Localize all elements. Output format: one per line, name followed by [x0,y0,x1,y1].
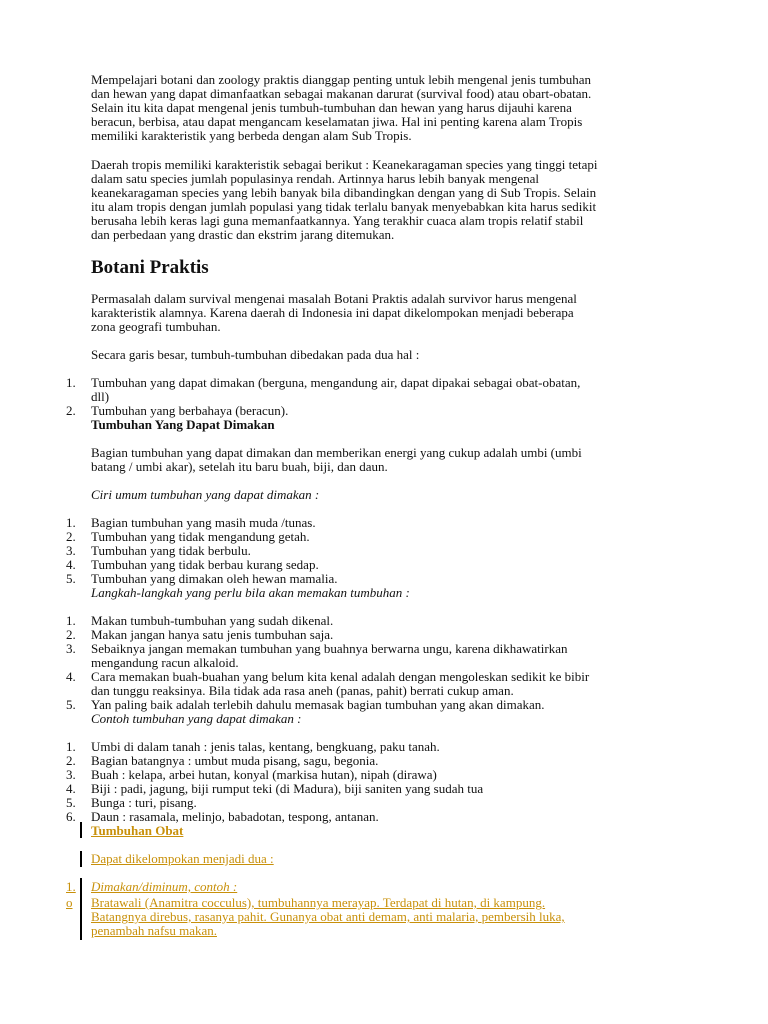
text-line: itu alam tropis dengan jumlah populasi yang tidak terlalu banyak menyebabkan kita harus sedikit [91,199,597,214]
text-line: dan perbedaan yang drastic dan ekstrim jarang ditemukan. [91,227,395,242]
list-number: 4. [66,557,76,572]
revision-bar [80,822,82,838]
list-number: 1. [66,879,76,894]
list-text: Biji : padi, jagung, biji rumput teki (di Madura), biji saniten yang sudah tua [91,781,484,796]
text-line: batang / umbi akar), setelah itu baru buah, biji, dan daun. [91,459,388,474]
text-line: Bagian tumbuhan yang dapat dimakan dan memberikan energi yang cukup adalah umbi (umbi [91,445,582,460]
list-number: 1. [66,739,76,754]
text-line: keanekaragaman species yang lebih banyak bila dibandingkan dengan yang di Sub Tropis. Selain [91,185,597,200]
list-number: 2. [66,753,76,768]
bullet-marker: o [66,895,73,910]
list-number: 2. [66,403,76,418]
list-number: 2. [66,529,76,544]
list-text [91,376,711,404]
text-line: dalam satu species jumlah populasinya rendah. Artinnya harus lebih banyak mengenal [91,171,540,186]
list-text [91,642,711,670]
text-line: Tumbuhan yang dapat dimakan (berguna, mengandung air, dapat dipakai sebagai obat-obatan, [91,375,581,390]
contoh-title: Contoh tumbuhan yang dapat dimakan : [91,711,302,726]
list-number: 3. [66,641,76,656]
list-text: Daun : rasamala, melinjo, babadotan, tespong, antanan. [91,809,379,824]
list-number: 3. [66,767,76,782]
botani-paragraph-2: Secara garis besar, tumbuh-tumbuhan dibedakan pada dua hal : [91,347,420,362]
list-text: Tumbuhan yang tidak berbau kurang sedap. [91,557,319,572]
text-line: zona geografi tumbuhan. [91,319,221,334]
list-number: 5. [66,697,76,712]
text-line: dan hewan yang dapat dimanfaatkan sebagai makanan darurat (survival food) atau obart-obatan. [91,86,592,101]
text-line: berusaha lebih keras lagi guna memanfaatkannya. Yang terakhir cuaca alam tropis relatif stabil [91,213,584,228]
list-text: Bunga : turi, pisang. [91,795,197,810]
intro-paragraph-2 [91,158,691,242]
text-line: Permasalah dalam survival mengenai masalah Botani Praktis adalah survivor harus mengenal [91,291,577,306]
list-number: 4. [66,669,76,684]
list-text: Umbi di dalam tanah : jenis talas, kentang, bengkuang, paku tanah. [91,739,440,754]
edible-paragraph [91,446,691,474]
list-text: Tumbuhan yang tidak berbulu. [91,543,251,558]
ciri-title: Ciri umum tumbuhan yang dapat dimakan : [91,487,320,502]
botani-paragraph-1 [91,292,691,334]
list-number: 6. [66,809,76,824]
list-number: 2. [66,627,76,642]
text-line: Cara memakan buah-buahan yang belum kita kenal adalah dengan mengoleskan sedikit ke bibir [91,669,590,684]
list-text: Bagian batangnya : umbut muda pisang, sagu, begonia. [91,753,379,768]
list-text [91,404,711,418]
text-line: Selain itu kita dapat mengenal jenis tumbuh-tumbuhan dan hewan yang harus dijauhi karena [91,100,572,115]
list-text [91,896,711,938]
text-line: karakteristik alamnya. Karena daerah di Indonesia ini dapat dikelompokan menjadi beberapa [91,305,574,320]
list-number: 4. [66,781,76,796]
list-text: Bagian tumbuhan yang masih muda /tunas. [91,515,316,530]
obat-paragraph: Dapat dikelompokan menjadi dua : [91,851,274,866]
list-number: 5. [66,571,76,586]
subheading-obat: Tumbuhan Obat [91,823,184,838]
revision-bar [80,851,82,867]
text-line: Bratawali (Anamitra cocculus), tumbuhannya merayap. Terdapat di hutan, di kampung. [91,895,546,910]
list-number: 1. [66,515,76,530]
list-number: 1. [66,613,76,628]
subheading-edible: Tumbuhan Yang Dapat Dimakan [91,417,275,432]
text-line: Tumbuhan yang berbahaya (beracun). [91,403,289,418]
text-line: memiliki karakteristik yang berbeda dengan alam Sub Tropis. [91,128,412,143]
section-heading-botani: Botani Praktis [91,257,209,278]
text-line: beracun, berbisa, atau dapat mengancam keselamatan jiwa. Hal ini penting karena alam Tropis [91,114,583,129]
list-number: 5. [66,795,76,810]
list-text: Dimakan/diminum, contoh : [91,879,238,894]
list-text [91,670,711,698]
text-line: Sebaiknya jangan memakan tumbuhan yang buahnya berwarna ungu, karena dikhawatirkan [91,641,568,656]
list-number: 3. [66,543,76,558]
list-text: Makan jangan hanya satu jenis tumbuhan saja. [91,627,334,642]
text-line: dll) [91,389,110,404]
text-line: mengandung racun alkaloid. [91,655,239,670]
text-line: penambah nafsu makan. [91,923,217,938]
text-line: Daerah tropis memiliki karakteristik sebagai berikut : Keanekaragaman species yang tinggi tetapi [91,157,598,172]
text-line: dan tunggu reaksinya. Bila tidak ada rasa aneh (panas, pahit) berrati cukup aman. [91,683,514,698]
list-text: Buah : kelapa, arbei hutan, konyal (markisa hutan), nipah (dirawa) [91,767,437,782]
text-line: Mempelajari botani dan zoology praktis dianggap penting untuk lebih mengenal jenis tumbuhan [91,72,592,87]
list-text: Yan paling baik adalah terlebih dahulu memasak bagian tumbuhan yang akan dimakan. [91,697,545,712]
list-text: Makan tumbuh-tumbuhan yang sudah dikenal. [91,613,334,628]
list-text: Tumbuhan yang tidak mengandung getah. [91,529,310,544]
text-line: Batangnya direbus, rasanya pahit. Gunanya obat anti demam, anti malaria, pembersih luka, [91,909,565,924]
list-text: Tumbuhan yang dimakan oleh hewan mamalia. [91,571,338,586]
langkah-title: Langkah-langkah yang perlu bila akan memakan tumbuhan : [91,585,410,600]
list-number: 1. [66,375,76,390]
intro-paragraph-1 [91,73,691,143]
